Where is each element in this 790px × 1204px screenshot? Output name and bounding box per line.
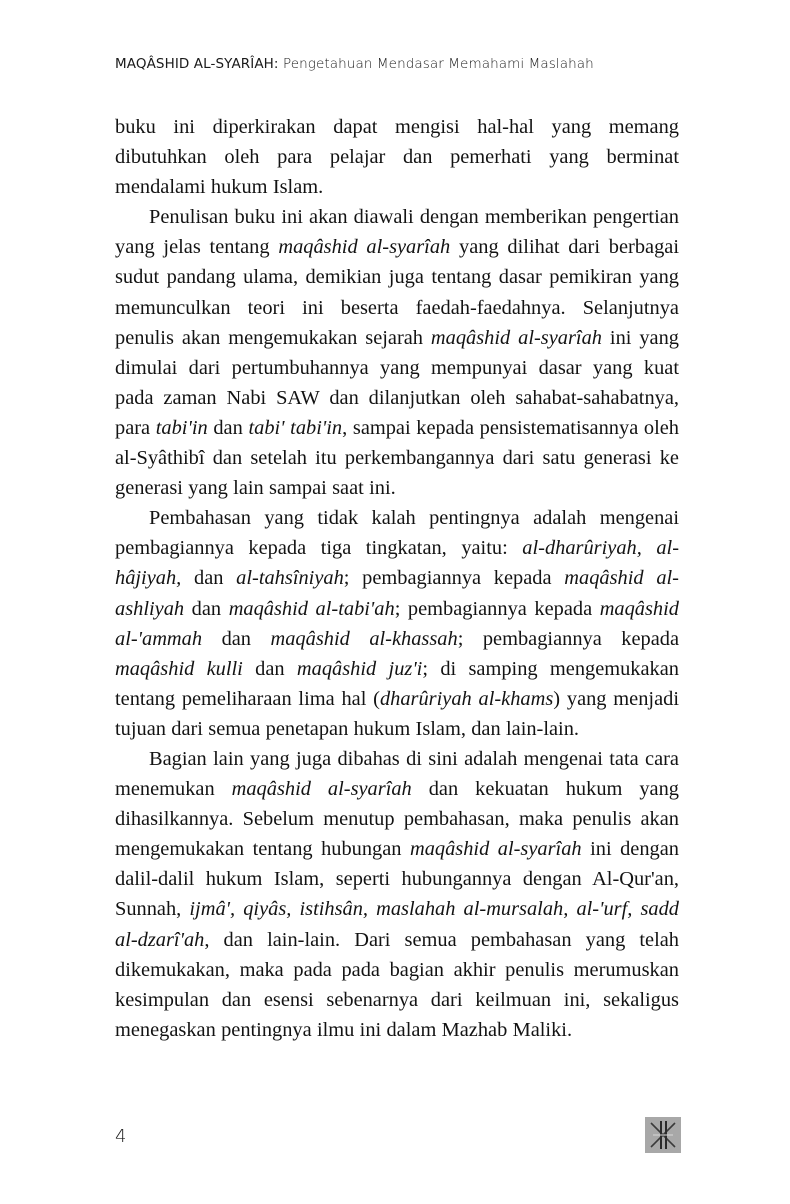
text-run: dan	[184, 597, 229, 620]
italic-term: maqâshid al-khassah	[270, 627, 458, 650]
italic-term: maqâshid al-syarîah	[430, 326, 602, 349]
italic-term: maqâshid al-syarîah	[278, 236, 451, 259]
running-head-subtitle: Pengetahuan Mendasar Memahami Maslahah	[278, 56, 594, 72]
text-run: yang dilihat dari berbagai sudut pandang ulama, demikian juga tentang dasar pemikiran yang memunculkan teori ini beserta faedah-faedahnya. Selanjutnya penulis akan mengemukakan sejarah	[115, 236, 679, 349]
italic-term: maqâshid al-'ammah	[115, 597, 679, 650]
text-run: dan	[207, 416, 249, 439]
text-run: , dan lain-lain. Dari semua pembahasan yang telah dikemukakan, maka pada pada bagian akhir penulis merumuskan kesimpulan dan esensi sebenarnya dari keilmuan ini, sekaligus menegaskan pentingnya ilmu ini dalam Mazhab Maliki.	[115, 928, 679, 1041]
italic-term: maqâshid juz'i	[296, 657, 423, 680]
italic-term: tabi' tabi'in	[248, 416, 343, 439]
paragraph-1	[115, 112, 679, 202]
italic-term: al-dharûriyah, al-hâjiyah,	[115, 537, 679, 590]
italic-term: ijmâ', qiyâs, istihsân, maslahah al-mursalah, al-'urf, sadd al-dzarî'ah	[115, 898, 679, 951]
paragraph-2	[115, 202, 679, 503]
running-head-book-title: MAQÂSHID AL-SYARÎAH:	[115, 56, 279, 72]
text-run: dan	[242, 657, 297, 680]
italic-term: maqâshid kulli	[115, 657, 243, 680]
text-run: Penulisan buku ini akan diawali dengan memberikan pengertian yang jelas tentang	[115, 206, 679, 259]
paragraph-3	[115, 503, 679, 744]
text-run: ; pembagiannya kepada	[343, 567, 565, 590]
italic-term: maqâshid al-tabi'ah	[228, 597, 395, 620]
text-run: dan kekuatan hukum yang dihasilkannya. Sebelum menutup pembahasan, maka penulis akan mengemukakan tentang hubungan	[115, 778, 679, 861]
text-run: ) yang menjadi tujuan dari semua penetapan hukum Islam, dan lain-lain.	[115, 687, 679, 740]
italic-term: maqâshid al-syarîah	[409, 838, 582, 861]
text-run: dan	[202, 627, 271, 650]
text-run: ; di samping mengemukakan tentang pemeliharaan lima hal (	[115, 657, 679, 710]
italic-term: al-tahsîniyah	[236, 567, 344, 590]
text-run: Bagian lain yang juga dibahas di sini adalah mengenai tata cara menemukan	[115, 747, 679, 801]
text-run: ; pembagiannya kepada	[457, 627, 679, 650]
italic-term: maqâshid al-ashliyah	[115, 567, 679, 620]
body-text-column	[115, 112, 679, 1045]
publisher-ornament-icon	[645, 1117, 681, 1153]
paragraph-4	[115, 744, 679, 1045]
italic-term: dharûriyah al-khams	[379, 687, 554, 710]
running-head	[115, 56, 680, 72]
text-run: ini yang dimulai dari pertumbuhannya yang mempunyai dasar yang kuat pada zaman Nabi SAW dan dilanjutkan oleh sahabat-sahabatnya, para	[115, 326, 679, 439]
italic-term: tabi'in	[155, 416, 208, 439]
text-run: dan	[181, 567, 237, 590]
italic-term: maqâshid al-syarîah	[231, 778, 412, 801]
page-number: 4	[115, 1126, 127, 1147]
text-run: ; pembagiannya kepada	[394, 597, 600, 620]
text-run: Pembahasan yang tidak kalah pentingnya adalah mengenai pembagiannya kepada tiga tingkatan, yaitu:	[115, 507, 679, 560]
text-run: buku ini diperkirakan dapat mengisi hal-hal yang memang dibutuhkan oleh para pelajar dan pemerhati yang berminat mendalami hukum Islam.	[115, 116, 679, 199]
text-run: ini dengan dalil-dalil hukum Islam, seperti hubungannya dengan Al-Qur'an, Sunnah,	[115, 838, 679, 921]
text-run: , sampai kepada pensistematisannya oleh al-Syâthibî dan setelah itu perkembangannya dari satu generasi ke generasi yang lain sampai saat ini.	[115, 416, 679, 500]
